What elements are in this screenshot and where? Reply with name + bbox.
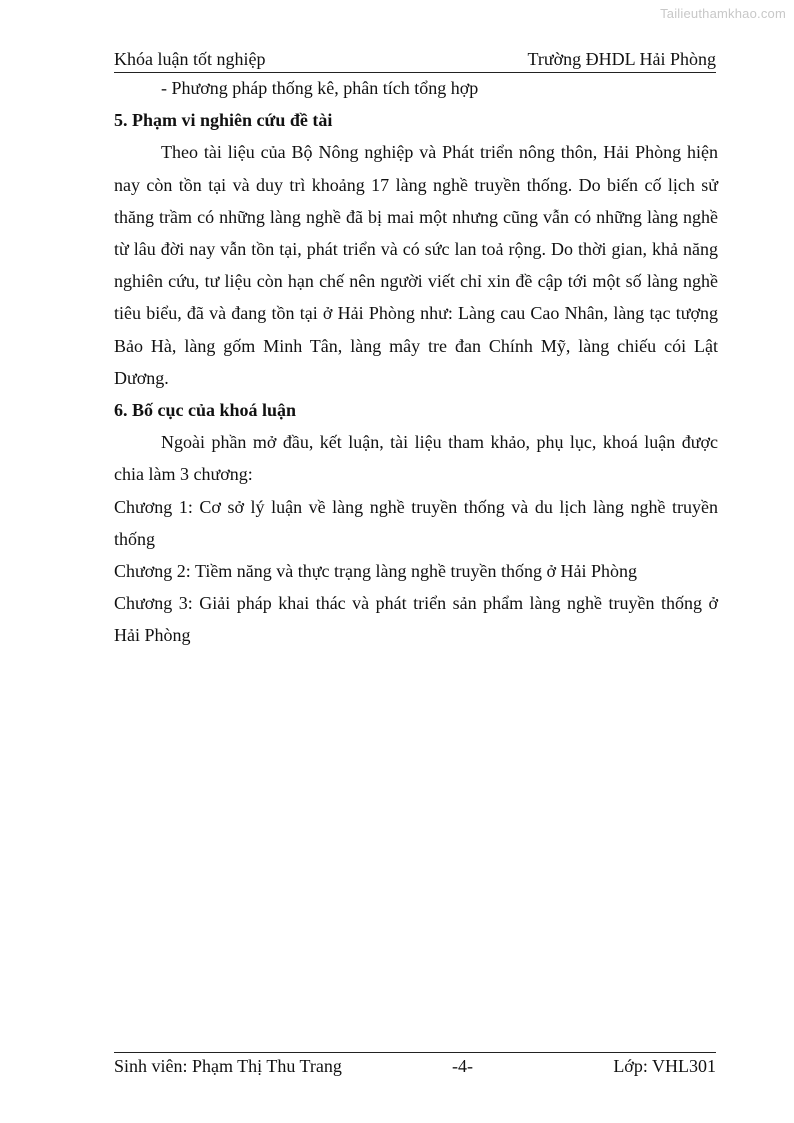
section-6-paragraph: Ngoài phần mở đầu, kết luận, tài liệu tham khảo, phụ lục, khoá luận được chia làm 3 chương: bbox=[114, 432, 718, 485]
chapter-1-line: Chương 1: Cơ sở lý luận về làng nghề truyền thống và du lịch làng nghề truyền thống bbox=[114, 496, 718, 549]
page-header bbox=[114, 48, 716, 70]
footer-page-number: -4- bbox=[452, 1056, 473, 1076]
chapter-3-line: Chương 3: Giải pháp khai thác và phát triển sản phẩm làng nghề truyền thống ở Hải Phòng bbox=[114, 593, 718, 646]
footer-divider bbox=[114, 1052, 716, 1053]
section-6-heading: 6. Bố cục của khoá luận bbox=[114, 400, 297, 421]
page-footer bbox=[114, 1055, 716, 1077]
research-method-bullet: - Phương pháp thống kê, phân tích tổng hợp bbox=[161, 78, 479, 98]
watermark: Tailieuthamkhao.com bbox=[660, 6, 786, 21]
footer-class: Lớp: VHL301 bbox=[613, 1056, 716, 1076]
chapter-2-line: Chương 2: Tiềm năng và thực trạng làng nghề truyền thống ở Hải Phòng bbox=[114, 561, 638, 582]
footer-student-name: Sinh viên: Phạm Thị Thu Trang bbox=[114, 1056, 342, 1076]
header-thesis-label: Khóa luận tốt nghiệp bbox=[114, 49, 266, 69]
page-body bbox=[114, 72, 718, 652]
section-5-paragraph: Theo tài liệu của Bộ Nông nghiệp và Phát triển nông thôn, Hải Phòng hiện nay còn tồn tại và duy trì khoảng 17 làng nghề truyền thống. Do biến cố lịch sử thăng trầm có những làng nghề đã bị mai một nhưng cũng vẫn có những làng nghề từ lâu đời nay vẫn tồn tại, phát triển và có sức lan toả rộng. Do thời gian, khả năng nghiên cứu, tư liệu còn hạn chế nên người viết chỉ xin đề cập tới một số làng nghề tiêu biểu, đã và đang tồn tại ở Hải Phòng như: Làng cau Cao Nhân, làng tạc tượng Bảo Hà, làng gốm Minh Tân, làng mây tre đan Chính Mỹ, làng chiếu cói Lật Dương. bbox=[114, 142, 718, 388]
section-5-heading: 5. Phạm vi nghiên cứu đề tài bbox=[114, 110, 333, 131]
header-university: Trường ĐHDL Hải Phòng bbox=[527, 49, 716, 69]
